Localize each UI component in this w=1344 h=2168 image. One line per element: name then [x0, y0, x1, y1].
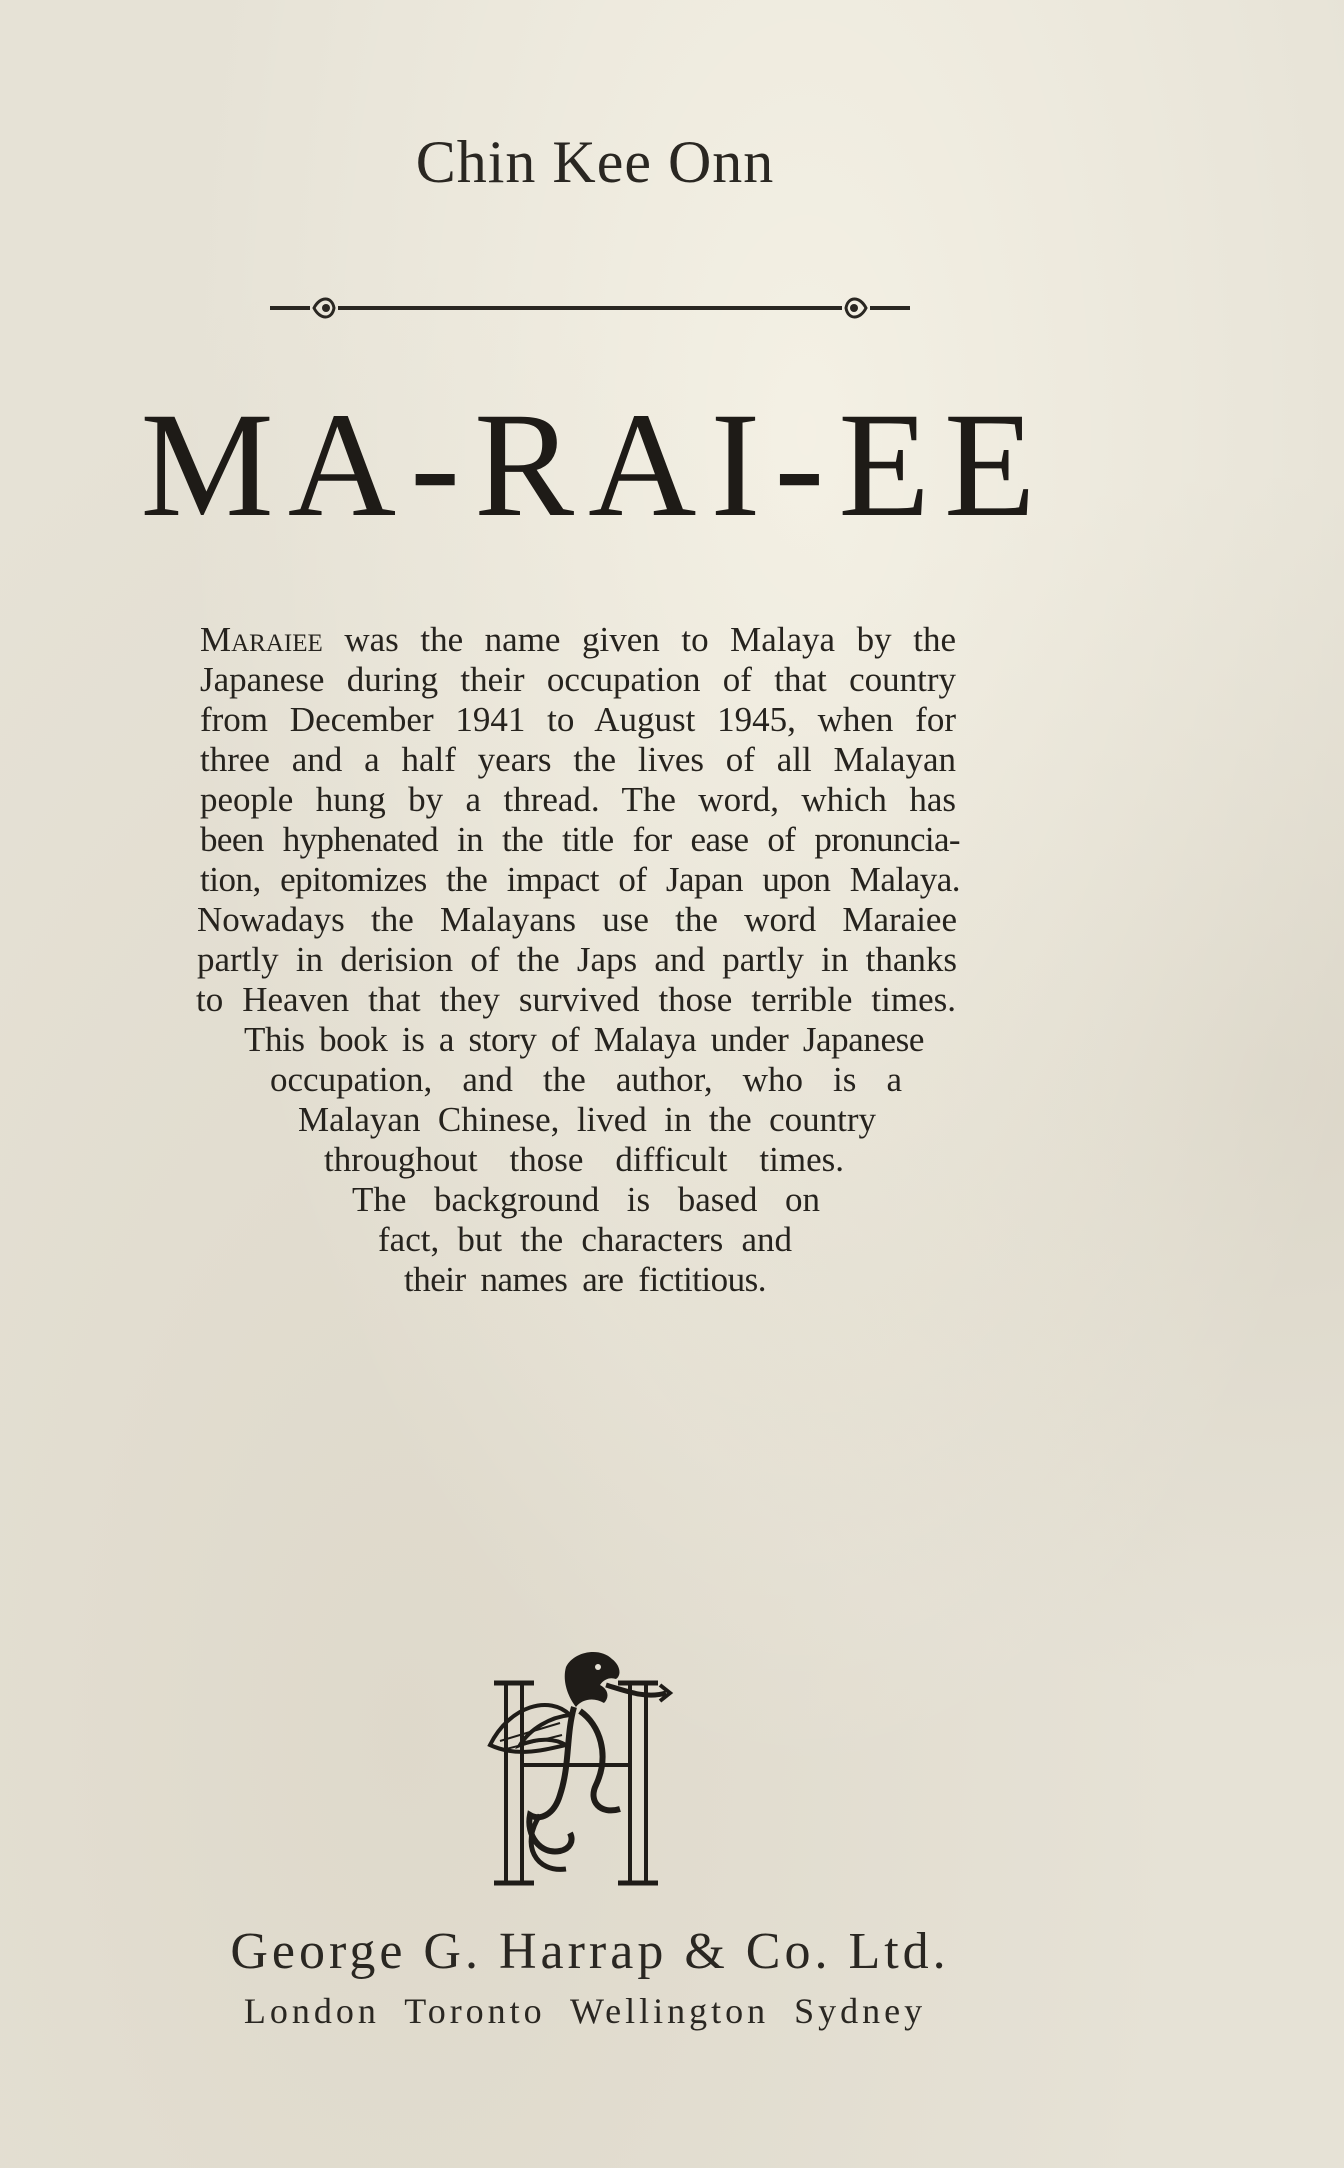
publisher-cities: London Toronto Wellington Sydney — [243, 1991, 927, 2031]
blurb-lead-word: Maraiee — [200, 620, 323, 659]
ornamental-rule-icon — [270, 286, 910, 330]
blurb-line: This book is a story of Malaya under Japanese — [244, 1020, 924, 1059]
blurb-paragraph — [196, 620, 970, 1300]
blurb-line: partly in derision of the Japs and partly in thanks — [197, 940, 957, 979]
blurb-line: occupation, and the author, who is a — [270, 1060, 902, 1099]
blurb-line: fact, but the characters and — [378, 1220, 792, 1259]
harrap-lion-monogram-icon — [470, 1645, 690, 1895]
blurb-line: to Heaven that they survived those terrible times. — [196, 980, 956, 1019]
book-title: MA-RAI-EE — [140, 382, 1050, 548]
blurb-line: their names are fictitious. — [404, 1260, 766, 1299]
blurb-line: The background is based on — [352, 1180, 820, 1219]
blurb-line: people hung by a thread. The word, which has — [200, 780, 956, 819]
blurb-line: been hyphenated in the title for ease of pronuncia- — [200, 820, 960, 859]
blurb-line: tion, epitomizes the impact of Japan upon Malaya. — [200, 860, 960, 899]
publisher-name: George G. Harrap & Co. Ltd. — [230, 1923, 950, 1980]
blurb-line: Maraiee was the name given to Malaya by the — [200, 620, 956, 659]
blurb-line: throughout those difficult times. — [324, 1140, 844, 1179]
blurb-line: Malayan Chinese, lived in the country — [298, 1100, 876, 1139]
blurb-line: three and a half years the lives of all Malayan — [200, 740, 956, 779]
blurb-line: Japanese during their occupation of that country — [200, 660, 956, 699]
author-name: Chin Kee Onn — [415, 129, 775, 195]
blurb-line: Nowadays the Malayans use the word Maraiee — [197, 900, 957, 939]
blurb-line: from December 1941 to August 1945, when for — [200, 700, 956, 739]
